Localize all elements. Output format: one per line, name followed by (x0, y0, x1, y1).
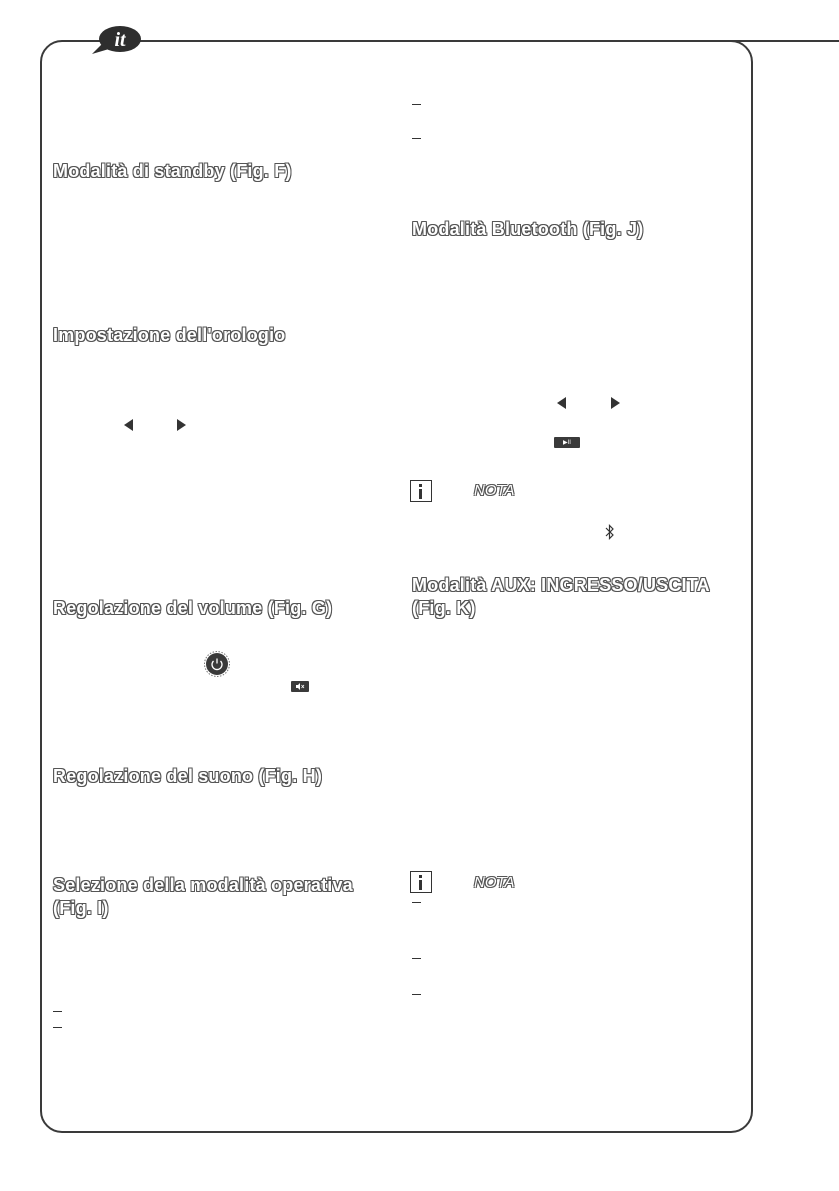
right-arrow-icon (611, 397, 621, 409)
left-arrow-icon (557, 397, 567, 409)
language-code: it (114, 29, 126, 51)
heading-bluetooth: Modalità Bluetooth (Fig. J) (412, 219, 644, 239)
heading-mode: Selezione della modalità operativa (53, 875, 353, 895)
heading-mode-fig: (Fig. I) (53, 898, 109, 918)
heading-aux: Modalità AUX: INGRESSO/USCITA (412, 575, 710, 595)
list-dash (53, 1027, 62, 1028)
power-knob-icon (203, 650, 231, 678)
heading-clock: Impostazione dell'orologio (53, 325, 286, 345)
list-dash (412, 958, 421, 959)
play-pause-icon (554, 437, 580, 448)
speech-bubble-icon (92, 24, 142, 56)
list-dash (412, 138, 421, 139)
play-pause-label: ▶II (563, 440, 571, 446)
note-label: NOTA (474, 874, 515, 891)
list-dash (412, 902, 421, 903)
language-badge (92, 24, 142, 56)
heading-aux-fig: (Fig. K) (412, 598, 476, 618)
mute-button-icon (291, 681, 309, 692)
left-arrow-icon (124, 419, 134, 431)
list-dash (412, 104, 421, 105)
list-dash (53, 1011, 62, 1012)
bluetooth-icon (605, 524, 615, 540)
right-arrow-icon (177, 419, 187, 431)
info-icon (410, 871, 432, 893)
heading-volume: Regolazione del volume (Fig. G) (53, 598, 333, 618)
heading-standby: Modalità di standby (Fig. F) (53, 161, 292, 181)
note-label: NOTA (474, 482, 515, 499)
top-rule (140, 40, 839, 42)
info-icon (410, 480, 432, 502)
heading-sound: Regolazione del suono (Fig. H) (53, 766, 323, 786)
list-dash (412, 994, 421, 995)
